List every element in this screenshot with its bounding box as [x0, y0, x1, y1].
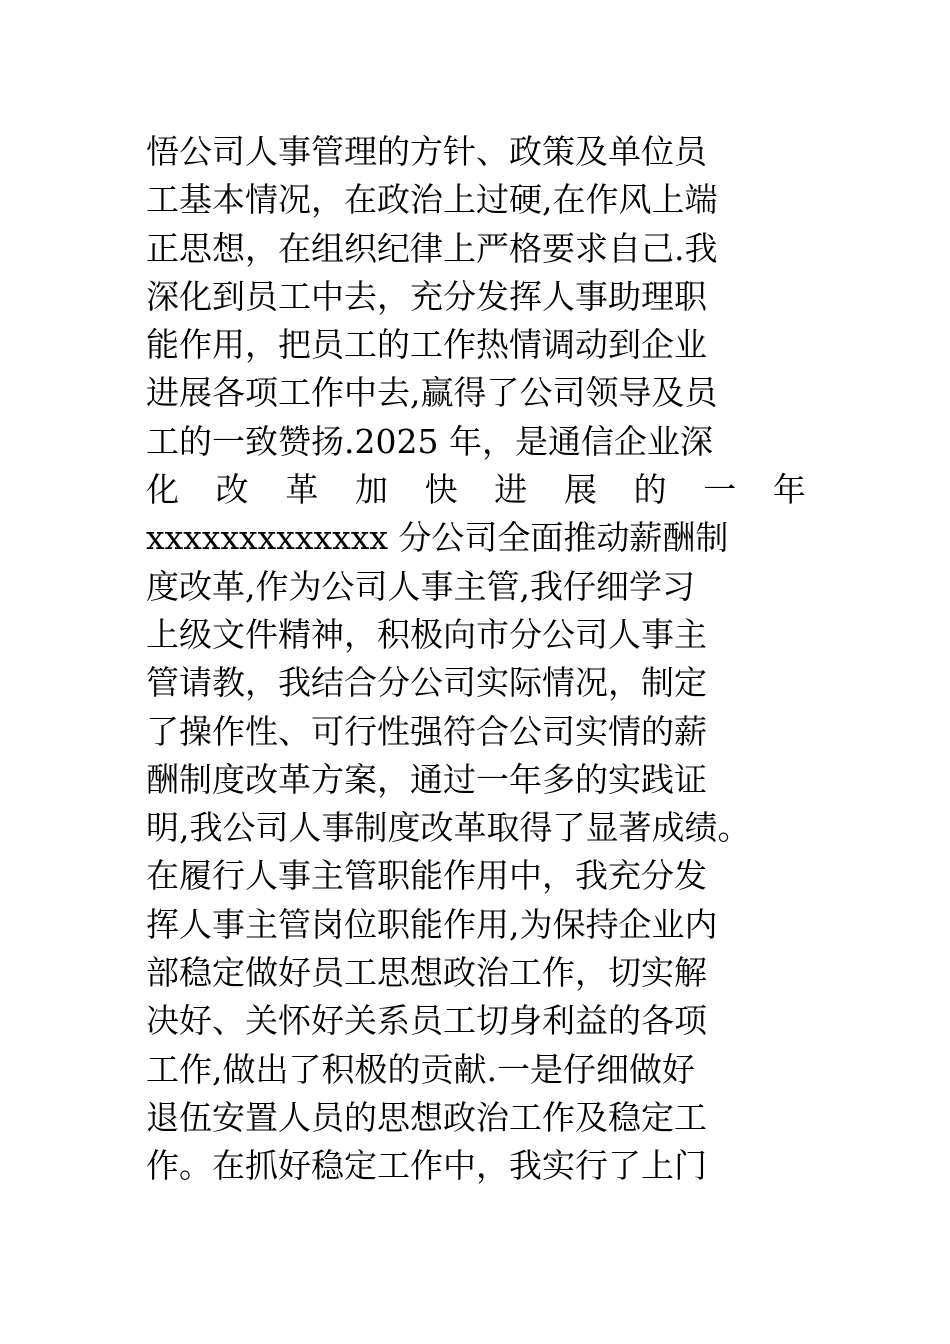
text-line: 进展各项工作中去,赢得了公司领导及员	[146, 373, 718, 413]
text-line: 能作用，把员工的工作热情调动到企业	[146, 325, 707, 365]
text-line: 在履行人事主管职能作用中，我充分发	[146, 856, 707, 896]
text-line: 明,我公司人事制度改革取得了显著成绩。	[146, 808, 751, 848]
text-line: 挥人事主管岗位职能作用,为保持企业内	[146, 904, 718, 944]
text-line: 工基本情况，在政治上过硬,在作风上端	[146, 180, 718, 220]
text-line: 决好、关怀好关系员工切身利益的各项	[146, 1001, 707, 1041]
text-char: 化	[146, 470, 179, 510]
text-line: 工的一致赞扬.2025 年，是通信企业深	[146, 421, 713, 461]
text-line: xxxxxxxxxxxxx 分公司全面推动薪酬制	[146, 518, 729, 558]
text-line: 退伍安置人员的思想政治工作及稳定工	[146, 1097, 707, 1137]
text-line: 管请教，我结合分公司实际情况，制定	[146, 663, 707, 703]
body-text	[146, 128, 846, 1191]
text-line: 上级文件精神，积极向市分公司人事主	[146, 614, 707, 654]
text-char: 展	[563, 470, 597, 510]
text-line: 作。在抓好稳定工作中，我实行了上门	[146, 1146, 707, 1186]
text-char: 的	[633, 470, 667, 510]
text-char: 进	[494, 470, 528, 510]
text-char: 改	[215, 470, 249, 510]
text-line: 度改革,作为公司人事主管,我仔细学习	[146, 566, 695, 606]
text-line: 深化到员工中去，充分发挥人事助理职	[146, 276, 707, 316]
text-line: 悟公司人事管理的方针、政策及单位员	[146, 132, 707, 171]
text-char: 一	[703, 470, 737, 510]
text-line-justified	[146, 466, 806, 514]
text-line: 工作,做出了积极的贡献.一是仔细做好	[146, 1049, 695, 1089]
text-char: 加	[354, 470, 388, 510]
text-char: 年	[772, 470, 806, 510]
text-line: 了操作性、可行性强符合公司实情的薪	[146, 711, 707, 751]
text-line: 正思想，在组织纪律上严格要求自己.我	[146, 228, 718, 268]
text-char: 快	[424, 470, 458, 510]
text-char: 革	[285, 470, 319, 510]
text-line: 部稳定做好员工思想政治工作，切实解	[146, 953, 707, 993]
text-line: 酬制度改革方案，通过一年多的实践证	[146, 759, 707, 799]
